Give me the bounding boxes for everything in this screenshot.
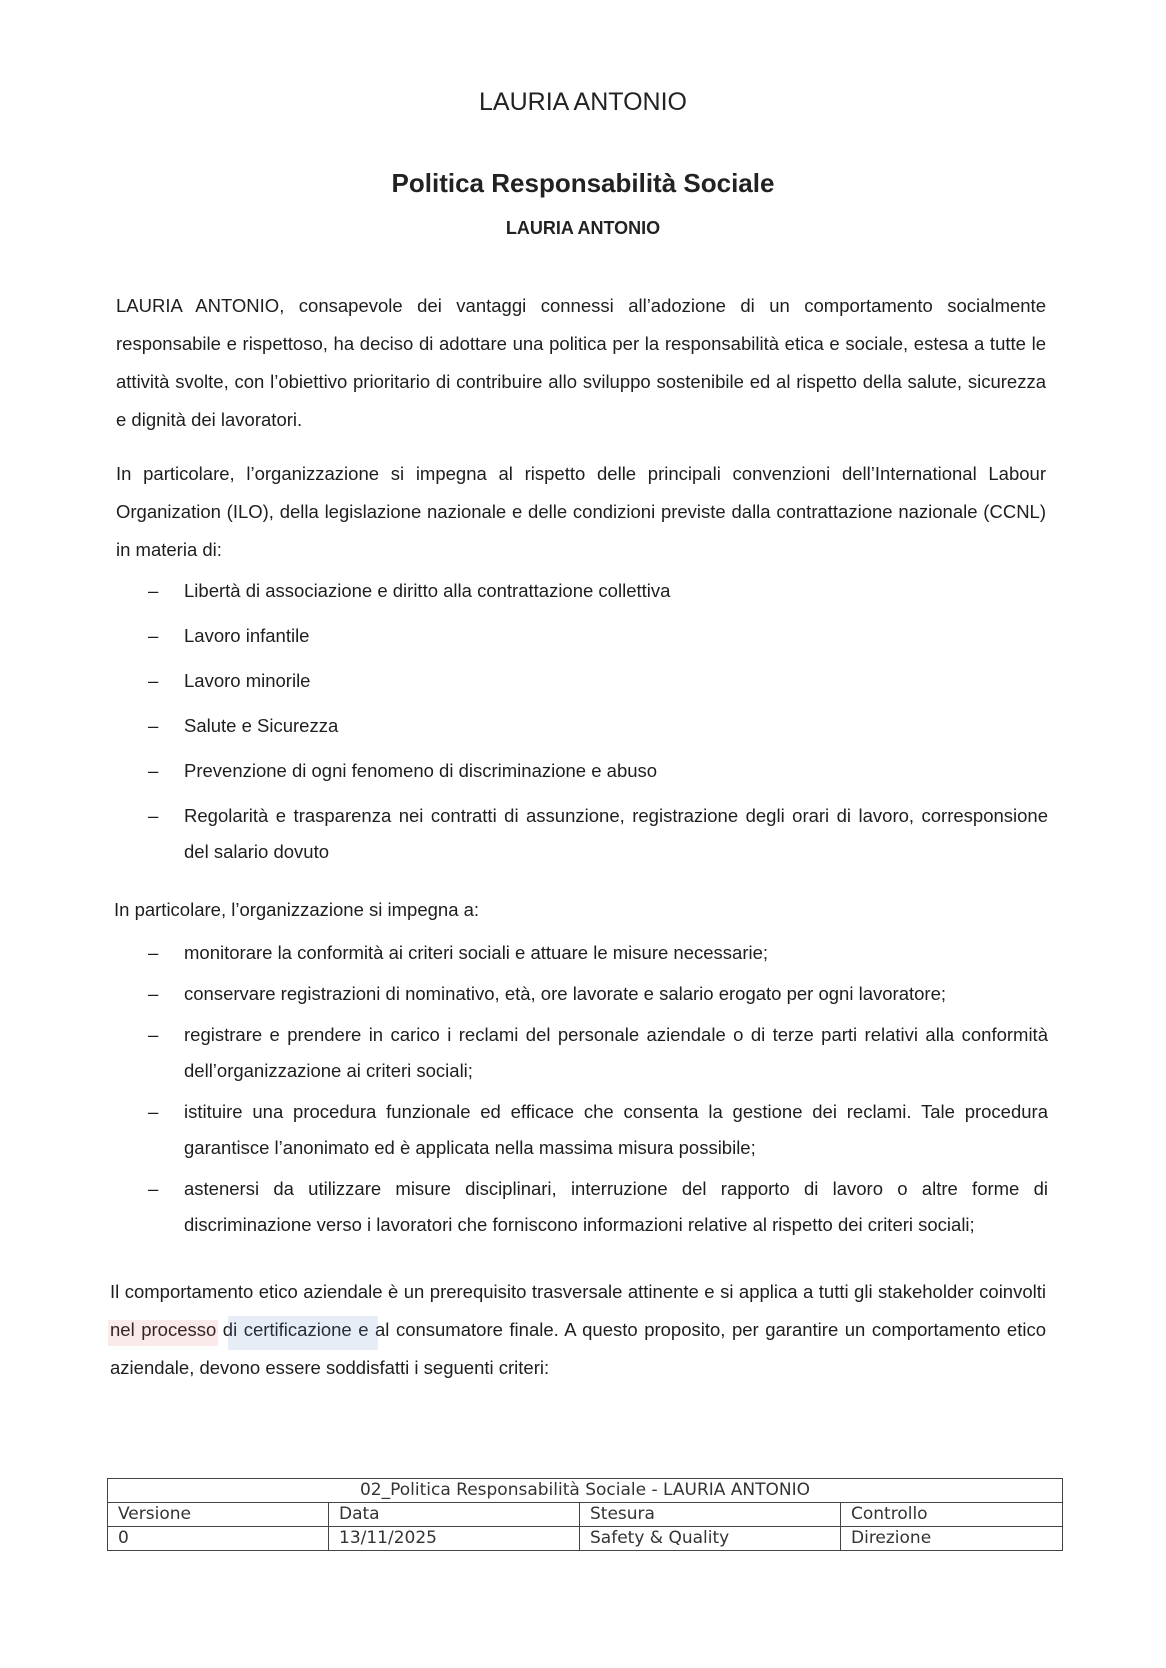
ethics-paragraph: Il comportamento etico aziendale è un prerequisito trasversale attinente e si applica a tutti gli stakeholder coinvolti nel processo di certificazione e al consumatore finale. A questo proposito, per garantire un comportamento etico aziendale, devono essere soddisfatti i seguenti criteri: [110,1281,1046,1378]
commitments-list [148,935,1048,1248]
intro-paragraph: LAURIA ANTONIO, consapevole dei vantaggi connessi all’adozione di un comportamento socialmente responsabile e rispettoso, ha deciso di adottare una politica per la responsabilità etica e sociale, estesa a tutte le attività svolte, con l’obiettivo prioritario di contribuire allo sviluppo sostenibile ed al rispetto della salute, sicurezza e dignità dei lavoratori. [116,295,1046,430]
list-item-text: monitorare la conformità ai criteri sociali e attuare le misure necessarie; [184,942,769,963]
list-item-text: istituire una procedura funzionale ed efficace che consenta la gestione dei reclami. Tale procedura garantisce l’anonimato ed è applicata nella massima misura possibile; [184,1101,1048,1158]
list-item-text: Salute e Sicurezza [184,715,339,736]
list-item-text: Libertà di associazione e diritto alla contrattazione collettiva [184,580,671,601]
control-header: Controllo [841,1503,1063,1527]
document-header-name: LAURIA ANTONIO [479,88,687,116]
list-item [148,1094,1048,1166]
control-value: Direzione [841,1527,1063,1551]
list-item-text: Regolarità e trasparenza nei contratti di assunzione, registrazione degli orari di lavoro, corresponsione del salario dovuto [184,805,1048,862]
list-item [148,708,1048,744]
dash-bullet: – [148,805,159,826]
list-item-text: Lavoro minorile [184,670,311,691]
dash-bullet: – [148,580,159,601]
faded-stamp-mark [108,1314,378,1352]
topics-list [148,573,1048,879]
dash-bullet: – [148,1178,159,1199]
commitments-paragraph: In particolare, l’organizzazione si impegna a: [114,899,480,920]
document-control-caption: 02_Politica Responsabilità Sociale - LAURIA ANTONIO [108,1479,1063,1503]
document-control-table [107,1478,1063,1551]
dash-bullet: – [148,625,159,646]
date-header: Data [329,1503,580,1527]
list-item-text: astenersi da utilizzare misure disciplinari, interruzione del rapporto di lavoro o altre forme di discriminazione verso i lavoratori che forniscono informazioni relative al rispetto dei criteri sociali; [184,1178,1048,1235]
dash-bullet: – [148,983,159,1004]
dash-bullet: – [148,670,159,691]
list-item [148,618,1048,654]
list-item-text: Lavoro infantile [184,625,310,646]
version-value: 0 [108,1527,329,1551]
version-header: Versione [108,1503,329,1527]
list-item [148,1171,1048,1243]
dash-bullet: – [148,1024,159,1045]
dash-bullet: – [148,715,159,736]
list-item [148,798,1048,870]
draft-header: Stesura [580,1503,841,1527]
list-item [148,663,1048,699]
list-item [148,976,1048,1012]
dash-bullet: – [148,1101,159,1122]
list-item [148,1017,1048,1089]
list-item [148,573,1048,609]
document-subtitle: LAURIA ANTONIO [505,218,661,238]
list-item-text: conservare registrazioni di nominativo, età, ore lavorate e salario erogato per ogni lavoratore; [184,983,946,1004]
dash-bullet: – [148,942,159,963]
list-item-text: Prevenzione di ogni fenomeno di discriminazione e abuso [184,760,658,781]
list-item [148,753,1048,789]
date-value: 13/11/2025 [329,1527,580,1551]
list-item [148,935,1048,971]
draft-value: Safety & Quality [580,1527,841,1551]
dash-bullet: – [148,760,159,781]
list-item-text: registrare e prendere in carico i reclami del personale aziendale o di terze parti relativi alla conformità dell’organizzazione ai criteri sociali; [184,1024,1048,1081]
document-title: Politica Responsabilità Sociale [391,168,775,198]
ilo-paragraph: In particolare, l’organizzazione si impegna al rispetto delle principali convenzioni dell’International Labour Organization (ILO), della legislazione nazionale e delle condizioni previste dalla contrattazione nazionale (CCNL) in materia di: [116,463,1046,560]
